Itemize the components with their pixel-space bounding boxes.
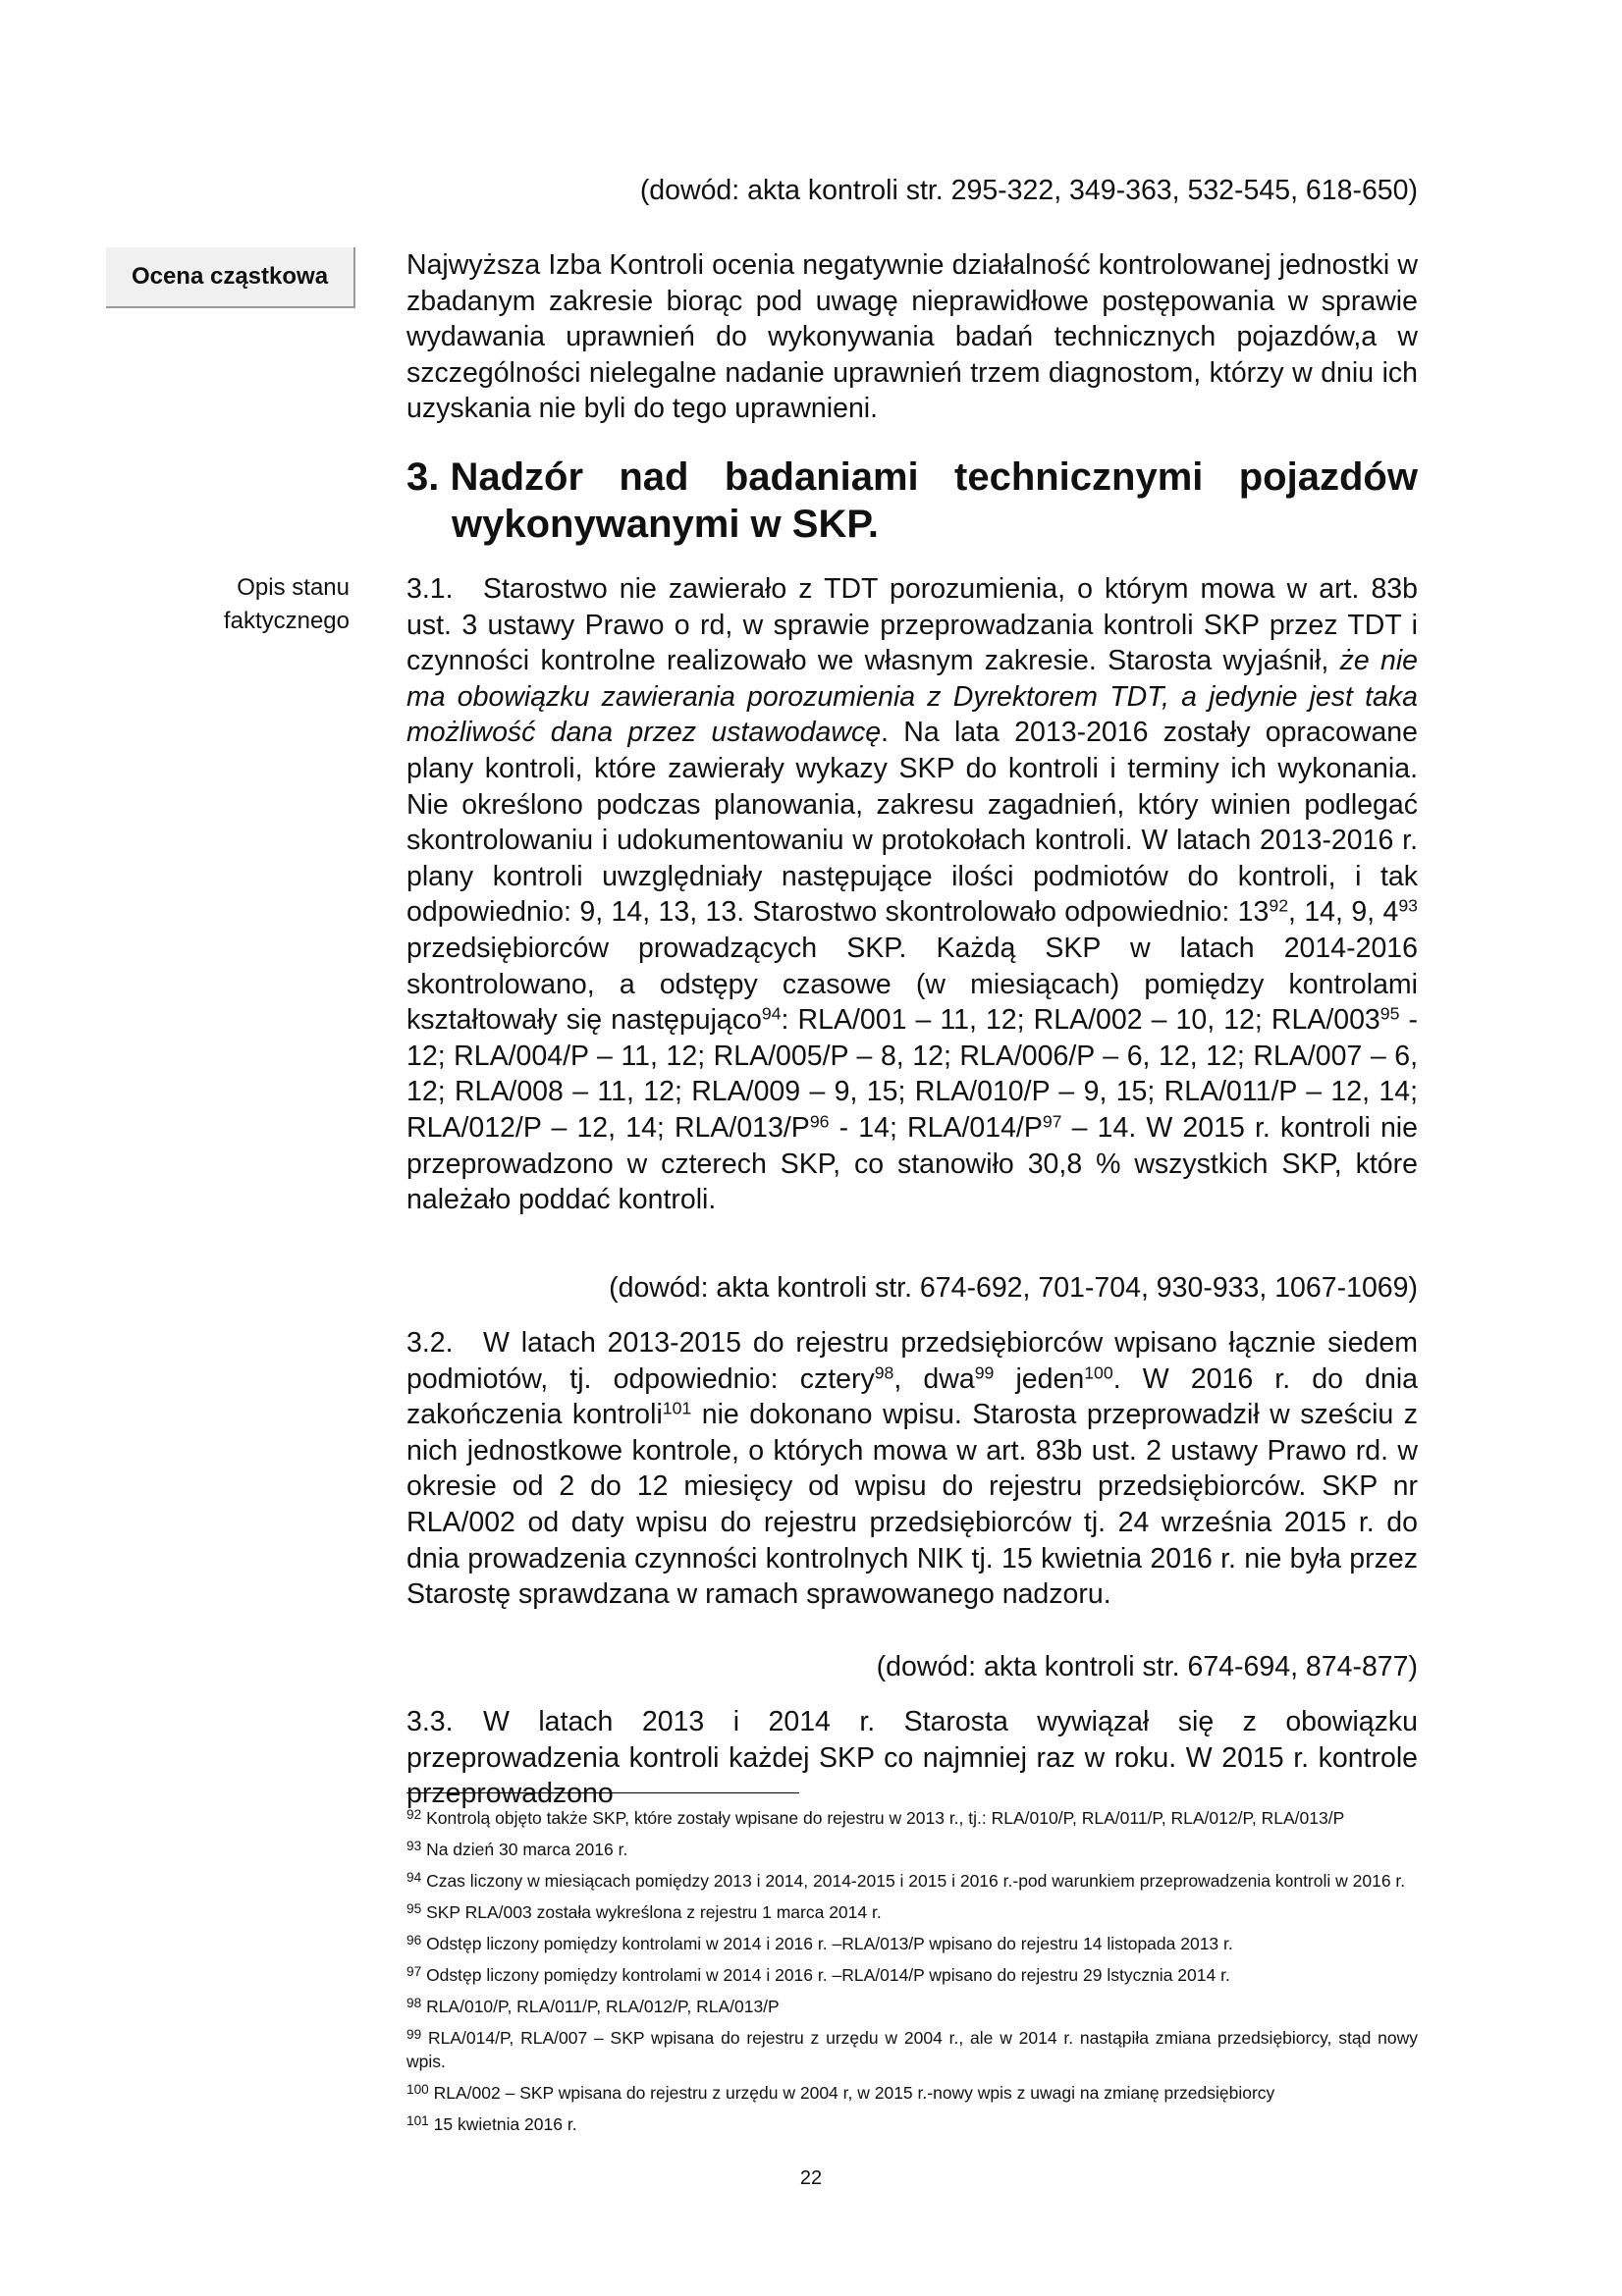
quoted-explanation: że nie ma obowiązku zawierania porozumienia z Dyrektorem TDT, a jedynie jest taka możliwość dana przez ustawodawcę — [406, 645, 1419, 749]
footnote-ref[interactable]: 95 — [1379, 1003, 1400, 1024]
paragraph-number: 3.1. — [406, 573, 454, 605]
footnote — [406, 1963, 1418, 1987]
paragraph-text: : RLA/001 – 11, 12; RLA/002 – 10, 12; RLA/003 — [781, 1004, 1380, 1037]
section-3-1 — [406, 571, 1418, 1218]
footnote-text: RLA/010/P, RLA/011/P, RLA/012/P, RLA/013/P — [426, 1997, 780, 2016]
heading-line-1 — [406, 454, 1418, 501]
footnote-number: 95 — [406, 1901, 422, 1917]
paragraph-text: nie dokonano wpisu. Starosta przeprowadził w sześciu z nich jednostkowe kontrole, o których mowa w art. 83b ust. 2 ustawy Prawo rd. w okresie od 2 do 12 miesięcy od wpisu do rejestru przedsiębiorców. SKP nr RLA/002 od daty wpisu do rejestru przedsiębiorców tj. 24 września 2015 r. do dnia prowadzenia czynności kontrolnych NIK tj. 15 kwietnia 2016 r. nie była przez Starostę sprawdzana w ramach sprawowanego nadzoru. — [406, 1399, 1418, 1611]
footnote-text: Odstęp liczony pomiędzy kontrolami w 2014 i 2016 r. –RLA/014/P wpisano do rejestru 29 lstycznia 2014 r. — [426, 1965, 1230, 1985]
assessment-block — [406, 247, 1418, 427]
footnote — [406, 1932, 1418, 1955]
footnote-ref[interactable]: 100 — [1084, 1362, 1113, 1382]
evidence-note-3-1: (dowód: akta kontroli str. 674-692, 701-704, 930-933, 1067-1069) — [609, 1272, 1418, 1304]
footnote — [406, 1806, 1418, 1830]
paragraph-text: - 14; RLA/014/P — [829, 1111, 1043, 1144]
paragraph-text: - 12; RLA/004/P – 11, 12; RLA/005/P – 8, 12; RLA/006/P – 6, 12, 12; RLA/007 – 6, 12; RLA/008 – 11, 12; RLA/009 – 9, 15; RLA/010/P – 9, 15; RLA/011/P – 12, 14; RLA/012/P – 12, 14; RLA/013/P — [406, 1004, 1418, 1144]
footnote-number: 100 — [406, 2082, 429, 2098]
paragraph-3-3 — [406, 1704, 1418, 1812]
footnote-ref[interactable]: 92 — [1269, 895, 1289, 916]
evidence-note-3-2: (dowód: akta kontroli str. 674-694, 874-877) — [876, 1651, 1418, 1682]
footnote — [406, 1869, 1418, 1893]
footnote-text: Czas liczony w miesiącach pomiędzy 2013 i 2014, 2014-2015 i 2015 i 2016 r.-pod warunkiem przeprowadzenia kontroli w 2016 r. — [426, 1871, 1406, 1891]
paragraph-text: – 14. W 2015 r. kontroli nie przeprowadzono w czterech SKP, co stanowiło 30,8 % wszystkich SKP, które należało poddać kontroli. — [406, 1111, 1418, 1216]
footnote-number: 93 — [406, 1839, 422, 1854]
heading-word: 3. Nadzór — [406, 455, 584, 499]
paragraph-3-1 — [406, 571, 1418, 1218]
footnote — [406, 2081, 1418, 2105]
footnote-number: 101 — [406, 2113, 429, 2129]
assessment-paragraph: Najwyższa Izba Kontroli ocenia negatywnie działalność kontrolowanej jednostki w zbadanym zakresie biorąc pod uwagę nieprawidłowe postępowania w sprawie wydawania uprawnień do wykonywania badań technicznych pojazdów,a w szczególności nielegalne nadanie uprawnień trzem diagnostom, którzy w dniu ich uzyskania nie byli do tego uprawnieni. — [406, 249, 1418, 425]
footnote-separator — [406, 1792, 799, 1793]
footnote-ref[interactable]: 97 — [1042, 1111, 1062, 1132]
paragraph-text: . W 2016 r. do dnia zakończenia kontroli — [406, 1362, 1418, 1431]
paragraph-3-2 — [406, 1325, 1418, 1613]
footnote-ref[interactable]: 101 — [662, 1398, 692, 1418]
section-3-2 — [406, 1325, 1418, 1613]
footnote — [406, 1838, 1418, 1861]
paragraph-number: 3.2. — [406, 1327, 454, 1359]
section-heading — [406, 454, 1418, 548]
heading-word: nad — [619, 455, 689, 499]
footnote-ref[interactable]: 99 — [974, 1362, 995, 1382]
paragraph-text: przedsiębiorców prowadzących SKP. Każdą SKP w latach 2014-2016 skontrolowano, a odstępy czasowe (w miesiącach) pomiędzy kontrolami kształtowały się następująco — [406, 932, 1418, 1037]
side-box-partial-assessment: Ocena cząstkowa — [106, 247, 355, 308]
paragraph-text: Starostwo nie zawierało z TDT porozumienia, o którym mowa w art. 83b ust. 3 ustawy Prawo o rd, w sprawie przeprowadzania kontroli SKP przez TDT i czynności kontrolne realizowało we własnym zakresie. Starosta wyjaśnił, — [406, 573, 1418, 677]
paragraph-text: W latach 2013 i 2014 r. Starosta wywiązał się z obowiązku przeprowadzenia kontroli każdej SKP co najmniej raz w roku. W 2015 r. kontrole przeprowadzono — [406, 1706, 1418, 1810]
footnote — [406, 1900, 1418, 1924]
footnote — [406, 2026, 1418, 2073]
paragraph-text: . Na lata 2013-2016 zostały opracowane plany kontroli, które zawierały wykazy SKP do kontroli i terminy ich wykonania. Nie określono podczas planowania, zakresu zagadnień, który winien podlegać skontrolowaniu i udokumentowaniu w protokołach kontroli. W latach 2013-2016 r. plany kontroli uwzględniały następujące ilości podmiotów do kontroli, i tak odpowiednio: 9, 14, 13, 13. Starostwo skontrolowało odpowiednio: 13 — [406, 717, 1418, 929]
section-3-3 — [406, 1704, 1418, 1812]
footnote-ref[interactable]: 96 — [809, 1111, 830, 1132]
footnote-ref[interactable]: 93 — [1398, 895, 1418, 916]
paragraph-text: , 14, 9, 4 — [1288, 896, 1399, 929]
footnote-number: 92 — [406, 1807, 422, 1823]
heading-line-2: wykonywanymi w SKP. — [452, 503, 879, 546]
evidence-note-top: (dowód: akta kontroli str. 295-322, 349-363, 532-545, 618-650) — [639, 175, 1418, 206]
footnote-text: Odstęp liczony pomiędzy kontrolami w 2014 i 2016 r. –RLA/013/P wpisano do rejestru 14 listopada 2013 r. — [426, 1934, 1233, 1953]
footnote-text: SKP RLA/003 została wykreślona z rejestru 1 marca 2014 r. — [426, 1902, 882, 1922]
paragraph-text: jeden — [994, 1362, 1085, 1395]
side-label-line: Opis stanu — [237, 574, 350, 601]
footnotes — [406, 1806, 1418, 2144]
footnote-ref[interactable]: 98 — [874, 1362, 894, 1382]
paragraph-text: , dwa — [893, 1362, 975, 1395]
footnote-number: 94 — [406, 1870, 422, 1886]
footnote-text: 15 kwietnia 2016 r. — [433, 2114, 577, 2134]
footnote-text: Na dzień 30 marca 2016 r. — [426, 1840, 628, 1859]
footnote-text: RLA/014/P, RLA/007 – SKP wpisana do rejestru z urzędu w 2004 r., ale w 2014 r. nastąpiła zmiana przedsiębiorcy, stąd nowy wpis. — [406, 2028, 1418, 2071]
paragraph-text: W latach 2013-2015 do rejestru przedsiębiorców wpisano łącznie siedem podmiotów, tj. odpowiednio: cztery — [406, 1327, 1418, 1395]
footnote — [406, 2112, 1418, 2136]
heading-word: pojazdów — [1238, 455, 1418, 499]
footnote-number: 97 — [406, 1964, 422, 1980]
heading-word: badaniami — [724, 455, 919, 499]
side-label-line: faktycznego — [223, 608, 350, 634]
paragraph-number: 3.3. — [406, 1706, 454, 1737]
heading-word: technicznymi — [954, 455, 1204, 499]
page-number: 22 — [799, 2167, 823, 2189]
footnote-text: RLA/002 – SKP wpisana do rejestru z urzędu w 2004 r, w 2015 r.-nowy wpis z uwagi na zmianę przedsiębiorcy — [433, 2083, 1275, 2103]
footnote-text: Kontrolą objęto także SKP, które zostały wpisane do rejestru w 2013 r., tj.: RLA/010/P, RLA/011/P, RLA/012/P, RLA/013/P — [426, 1808, 1345, 1828]
footnote — [406, 1995, 1418, 2018]
footnote-number: 96 — [406, 1933, 422, 1949]
footnote-number: 98 — [406, 1996, 422, 2011]
footnote-number: 99 — [406, 2027, 422, 2043]
side-label-factual-state — [192, 571, 350, 638]
footnote-ref[interactable]: 94 — [761, 1003, 782, 1024]
